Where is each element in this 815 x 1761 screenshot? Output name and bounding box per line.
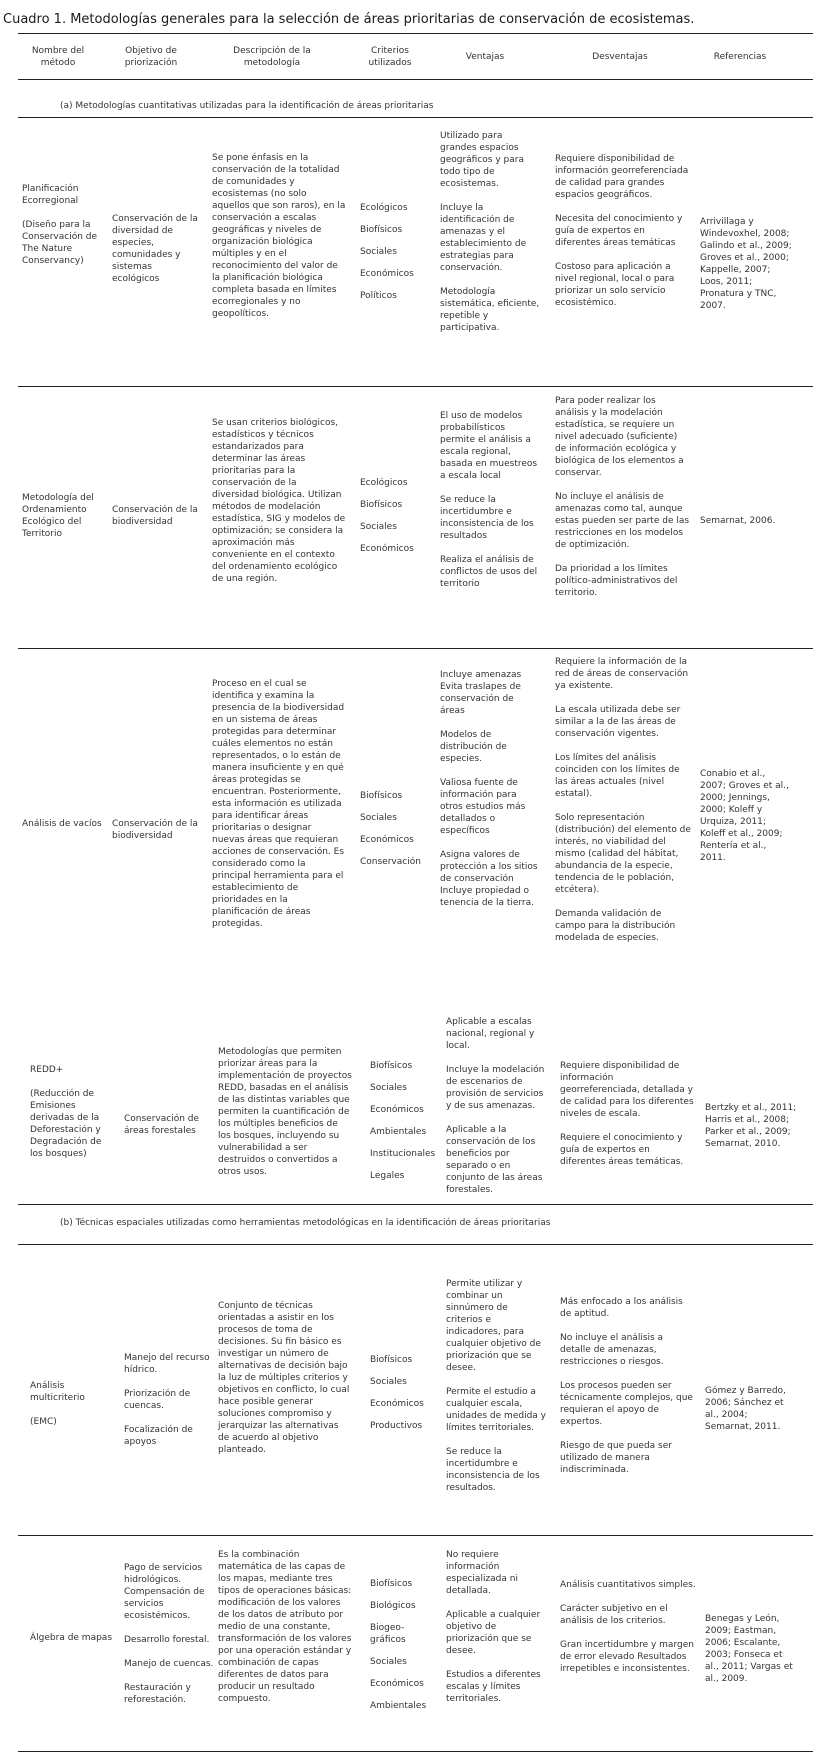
row5-desventajas: Más enfocado a los análisis de aptitud. No incluye el análisis a detalle de amenazas, restricciones o riesgos. Los procesos pueden ser técnicamente complejos, que requieran el apoyo de expertos. Riesgo de que pueda ser utilizado de manera indiscriminada. xyxy=(560,1297,693,1475)
row6-nombre: Álgebra de mapas xyxy=(30,1633,113,1643)
row4-ventajas: Aplicable a escalas nacional, regional y local. Incluye la modelación de escenarios de provisión de servicios y de sus amenazas. Aplicable a la conservación de los beneficios por separado o en conjunto de las áreas forestales. xyxy=(446,1017,545,1195)
header-referencias: Referencias xyxy=(713,52,767,62)
row2-objetivo: Conservación de la biodiversidad xyxy=(112,505,198,527)
header-ventajas: Ventajas xyxy=(465,52,505,62)
row1-objetivo: Conservación de la diversidad de especies, comunidades y sistemas ecológicos xyxy=(112,214,198,284)
row2-nombre: Metodología del Ordenamiento Ecológico del Territorio xyxy=(22,493,94,539)
row3-desventajas: Requiere la información de la red de áreas de conservación ya existente. La escala utilizada debe ser similar a la de las áreas de conservación vigentes. Los límites del análisis coinciden con los límites de las áreas actuales (nivel estatal). Solo representación (distribución) del elemento de interés, no viabilidad del mismo (calidad del hábitat, abundancia de la especie, tendencia de le población, etcétera). Demanda validación de campo para la distribución modelada de especies. xyxy=(555,657,691,943)
section-a-label: (a) Metodologías cuantitativas utilizadas para la identificación de áreas prioritarias xyxy=(60,101,434,111)
row5-referencias: Gómez y Barredo, 2006; Sánchez et al., 2004; Semarnat, 2011. xyxy=(705,1386,786,1432)
top-rule xyxy=(18,33,813,34)
row6-descripcion: Es la combinación matemática de las capas de los mapas, mediante tres tipos de operaciones básicas: modificación de los valores de los datos de atributo por medio de una constante, transformación de los valores por una operación estándar y combinación de capas diferentes de datos para producir un resultado compuesto. xyxy=(218,1550,352,1704)
row4-descripcion: Metodologías que permiten priorizar áreas para la implementación de proyectos REDD, basadas en el análisis de las distintas variables que permiten la cuantificación de los múltiples beneficios de los bosques, incluyendo su vulnerabilidad a ser destruidos o convertidos a otros usos. xyxy=(218,1047,352,1177)
row-rule xyxy=(18,1204,813,1205)
row1-criterios: Ecológicos Biofísicos Sociales Económicos Políticos xyxy=(360,203,414,301)
row5-descripcion: Conjunto de técnicas orientadas a asistir en los procesos de toma de decisiones. Su fin básico es investigar un número de alternativas de decisión bajo la luz de múltiples criterios y objetivos en conflicto, lo cual hace posible generar soluciones compromiso y jerarquizar las alternativas de acuerdo al objetivo planteado. xyxy=(218,1301,350,1455)
row2-desventajas: Para poder realizar los análisis y la modelación estadística, se requiere un nivel adecuado (suficiente) de información ecológica y biológica de los elementos a conservar. No incluye el análisis de amenazas como tal, aunque estas pueden ser parte de las restricciones en los modelos de optimización. Da prioridad a los límites político-administrativos del territorio. xyxy=(555,396,690,598)
row1-ventajas: Utilizado para grandes espacios geográficos y para todo tipo de ecosistemas. Incluye la identificación de amenazas y el establecimiento de estrategias para conservación. Metodología sistemática, eficiente, repetible y participativa. xyxy=(440,131,540,333)
row4-desventajas: Requiere disponibilidad de información georreferenciada, detallada y de calidad para los diferentes niveles de escala. Requiere el conocimiento y guía de expertos en diferentes áreas temáticas. xyxy=(560,1061,694,1167)
row3-criterios: Biofísicos Sociales Económicos Conservación xyxy=(360,791,421,867)
header-descripcion: Descripción de la metodología xyxy=(233,46,311,68)
row3-descripcion: Proceso en el cual se identifica y examina la presencia de la biodiversidad en un sistema de áreas protegidas para determinar cuáles elementos no están representados, o lo están de manera insuficiente y en qué áreas protegidas se encuentran. Posteriormente, esta información es utilizada para identificar áreas prioritarias o designar nuevas áreas que requieran acciones de conservación. Es considerado como la principal herramienta para el establecimiento de prioridades en la planificación de áreas protegidas. xyxy=(212,679,345,929)
row1-nombre: Planificación Ecorregional (Diseño para la Conservación de The Nature Conservancy) xyxy=(22,184,98,266)
header-nombre: Nombre del método xyxy=(31,46,85,68)
row4-nombre: REDD+ (Reducción de Emisiones derivadas de la Deforestación y Degradación de los bosques) xyxy=(30,1065,102,1159)
row4-criterios: Biofísicos Sociales Económicos Ambientales Institucionales Legales xyxy=(370,1061,436,1181)
row4-referencias: Bertzky et al., 2011; Harris et al., 2008; Parker et al., 2009; Semarnat, 2010. xyxy=(705,1103,797,1149)
header-rule xyxy=(18,79,813,80)
section-b-rule xyxy=(18,1244,813,1245)
row5-ventajas: Permite utilizar y combinar un sinnúmero de criterios e indicadores, para cualquier objetivo de priorización que se desee. Permite el estudio a cualquier escala, unidades de medida y límites territoriales. Se reduce la incertidumbre e inconsistencia de los resultados. xyxy=(446,1279,546,1493)
row2-criterios: Ecológicos Biofísicos Sociales Económicos xyxy=(360,478,414,554)
table-caption: Cuadro 1. Metodologías generales para la selección de áreas prioritarias de conservación de ecosistemas. xyxy=(3,12,695,27)
section-a-rule xyxy=(18,117,813,118)
header-objetivo: Objetivo de priorización xyxy=(124,46,178,68)
row-rule xyxy=(18,648,813,649)
row2-referencias: Semarnat, 2006. xyxy=(700,516,776,526)
header-desventajas: Desventajas xyxy=(592,52,648,62)
row6-criterios: Biofísicos Biológicos Biogeo- gráficos Sociales Económicos Ambientales xyxy=(370,1579,427,1711)
row1-descripcion: Se pone énfasis en la conservación de la totalidad de comunidades y ecosistemas (no solo aquellos que son raros), en la conservación a escalas geográficas y niveles de organización biológica múltiples y en el reconocimiento del valor de la planificación biológica completa basada en límites ecorregionales y no geopolíticos. xyxy=(212,153,346,319)
row-rule xyxy=(18,1535,813,1536)
row5-nombre: Análisis multicriterio (EMC) xyxy=(30,1381,85,1427)
row2-ventajas: El uso de modelos probabilísticos permite el análisis a escala regional, basada en muestreos a escala local Se reduce la incertidumbre e inconsistencia de los resultados Realiza el análisis de conflictos de usos del territorio xyxy=(440,411,538,589)
row6-desventajas: Análisis cuantitativos simples. Carácter subjetivo en el análisis de los criterios. Gran incertidumbre y margen de error elevado Resultados irrepetibles e inconsistentes. xyxy=(560,1580,696,1674)
row3-objetivo: Conservación de la biodiversidad xyxy=(112,819,198,841)
row2-descripcion: Se usan criterios biológicos, estadísticos y técnicos estandarizados para determinar las áreas prioritarias para la conservación de la diversidad biológica. Utilizan métodos de modelación estadística, SIG y modelos de optimización; se considera la aproximación más conveniente en el contexto del ordenamiento ecológico de una región. xyxy=(212,418,346,584)
row6-ventajas: No requiere información especializada ni detallada. Aplicable a cualquier objetivo de priorización que se desee. Estudios a diferentes escalas y límites territoriales. xyxy=(446,1550,541,1704)
row6-objetivo: Pago de servicios hidrológicos. Compensación de servicios ecosistémicos. Desarrollo forestal. Manejo de cuencas. Restauración y reforestación. xyxy=(124,1563,214,1705)
header-criterios: Criterios utilizados xyxy=(368,46,412,68)
row3-referencias: Conabio et al., 2007; Groves et al., 2000; Jennings, 2000; Koleff y Urquiza, 2011; Koleff et al., 2009; Rentería et al., 2011. xyxy=(700,769,789,863)
row1-desventajas: Requiere disponibilidad de información georreferenciada de calidad para grandes espacios geográficos. Necesita del conocimiento y guía de expertos en diferentes áreas temáticas Costoso para aplicación a nivel regional, local o para priorizar un solo servicio ecosistémico. xyxy=(555,154,689,308)
row3-nombre: Análisis de vacíos xyxy=(22,819,102,829)
row1-referencias: Arrivillaga y Windevoxhel, 2008; Galindo et al., 2009; Groves et al., 2000; Kappelle, 2007; Loos, 2011; Pronatura y TNC, 2007. xyxy=(700,217,792,311)
row5-objetivo: Manejo del recurso hídrico. Priorización de cuencas. Focalización de apoyos xyxy=(124,1353,210,1447)
section-b-label: (b) Técnicas espaciales utilizadas como herramientas metodológicas en la identificación de áreas prioritarias xyxy=(60,1218,551,1228)
row4-objetivo: Conservación de áreas forestales xyxy=(124,1114,200,1136)
row3-ventajas: Incluye amenazas Evita traslapes de conservación de áreas Modelos de distribución de especies. Valiosa fuente de información para otros estudios más detallados o específicos Asigna valores de protección a los sitios de conservación Incluye propiedad o tenencia de la tierra. xyxy=(440,670,538,908)
row6-referencias: Benegas y León, 2009; Eastman, 2006; Escalante, 2003; Fonseca et al., 2011; Vargas et al., 2009. xyxy=(705,1614,793,1684)
bottom-rule xyxy=(18,1751,813,1752)
row-rule xyxy=(18,386,813,387)
row5-criterios: Biofísicos Sociales Económicos Productivos xyxy=(370,1355,424,1431)
